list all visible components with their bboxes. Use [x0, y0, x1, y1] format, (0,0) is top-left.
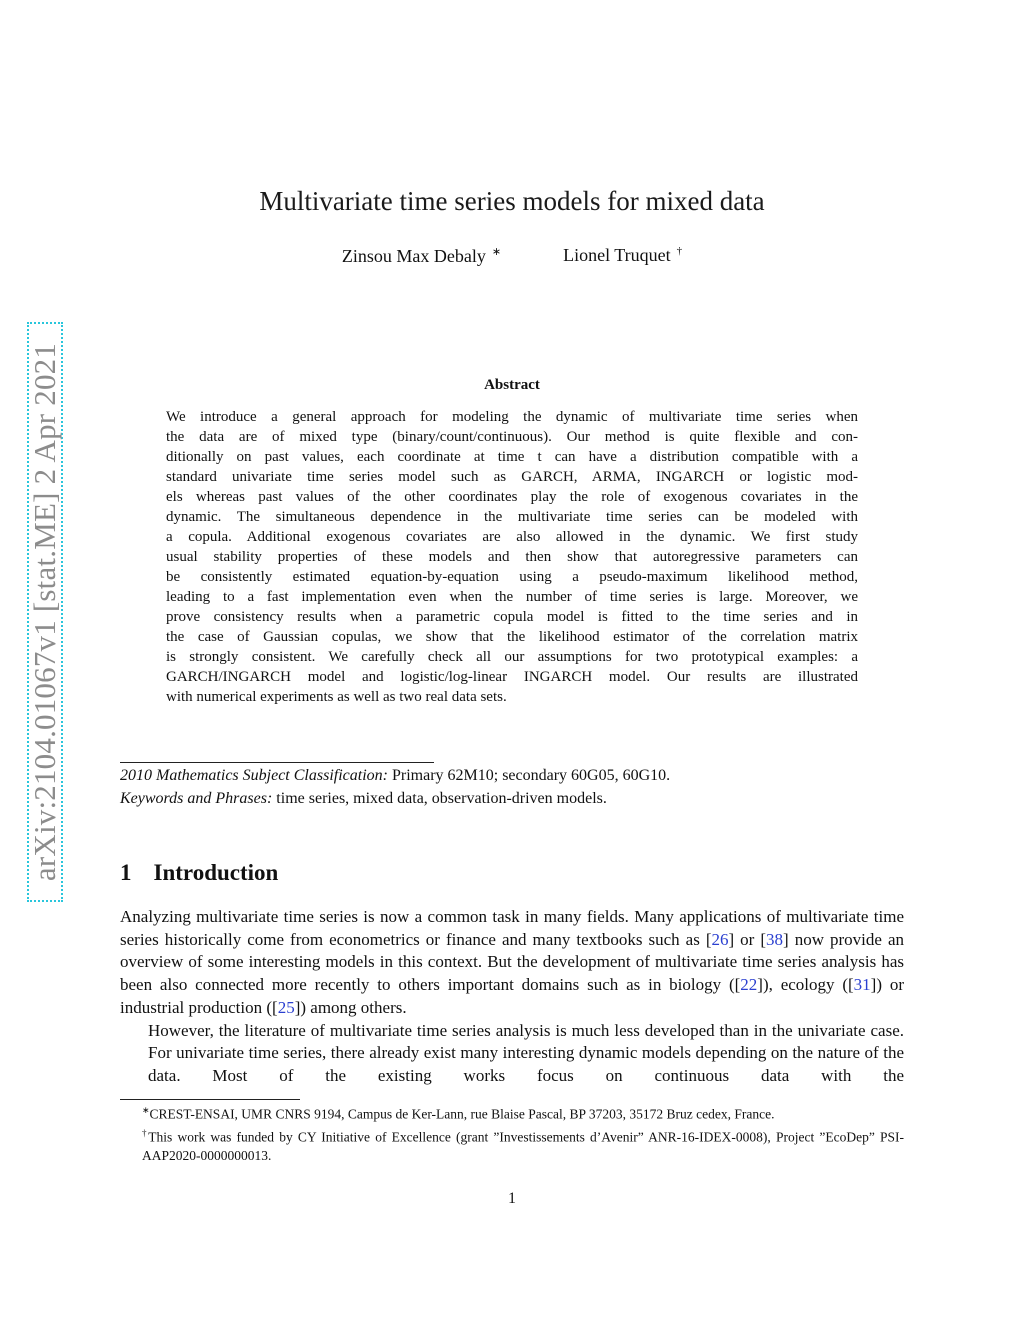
paper-title: Multivariate time series models for mixed data [259, 186, 765, 216]
abstract-line: standard univariate time series model such as GARCH, ARMA, INGARCH or logistic mod- [166, 469, 858, 485]
classification-block [120, 764, 910, 810]
footnote-1: ∗CREST-ENSAI, UMR CNRS 9194, Campus de Ker-Lann, rue Blaise Pascal, BP 37203, 35172 Bruz cedex, France. [142, 1105, 775, 1122]
msc-value: Primary 62M10; secondary 60G05, 60G10. [387, 767, 671, 784]
abstract-line: prove consistency results when a parametric copula model is fitted to the time series and in [166, 609, 858, 625]
abstract-line: be consistently estimated equation-by-equation using a pseudo-maximum likelihood method, [166, 569, 858, 585]
abstract-line: els whereas past values of the other coordinates play the role of exogenous covariates in the [166, 489, 858, 505]
abstract-line: ditionally on past values, each coordinate at time t can have a distribution compatible with a [166, 449, 858, 465]
abstract-line: GARCH/INGARCH model and logistic/log-linear INGARCH model. Our results are illustrated [166, 669, 858, 685]
citation-link-26[interactable]: 26 [711, 929, 729, 949]
keywords-line [120, 787, 910, 810]
paragraph-2: However, the literature of multivariate time series analysis is much less developed than in the univariate case. For univariate time series, there already exist many interesting dynamic models depending on the nature of the data. Most of the existing works focus on continuous data with the [148, 1020, 904, 1085]
abstract-line: with numerical experiments as well as two real data sets. [166, 689, 507, 705]
abstract-heading: Abstract [484, 377, 540, 393]
msc-line [120, 764, 910, 787]
paragraph-1: Analyzing multivariate time series is now a common task in many fields. Many applications of multivariate time series historically come from econometrics or finance and many textbooks such as [26] or [38] now provide an overview of some interesting models in this context. But the development of multivariate time series analysis has been also connected more recently to others important domains such as in biology ([22]), ecology ([31]) or industrial production ([25]) among others. [120, 907, 905, 1017]
author-list [0, 245, 1024, 267]
citation-link-31[interactable]: 31 [853, 975, 871, 995]
arxiv-identifier-stamp: arXiv:2104.01067v1 [stat.ME] 2 Apr 2021 [27, 322, 63, 902]
abstract-line: a copula. Additional exogenous covariates are also allowed in the dynamic. We first study [166, 529, 858, 545]
author-1: Zinsou Max Debaly ∗ [341, 246, 502, 266]
introduction-body [120, 906, 904, 1088]
classification-rule [120, 762, 434, 763]
keywords-label: Keywords and Phrases: [120, 790, 273, 807]
footnote-rule [120, 1099, 300, 1100]
abstract-line: We introduce a general approach for modeling the dynamic of multivariate time series when [166, 409, 858, 425]
page-number: 1 [508, 1190, 516, 1207]
abstract-line: usual stability properties of these models and then show that autoregressive parameters can [166, 549, 858, 565]
abstract-line: the case of Gaussian copulas, we show that the likelihood estimator of the correlation matrix [166, 629, 858, 645]
abstract-line: the data are of mixed type (binary/count/continuous). Our method is quite flexible and con- [166, 429, 858, 445]
footnotes [120, 1101, 904, 1165]
footnote-2: †This work was funded by CY Initiative of Excellence (grant ”Investissements d’Avenir” ANR-16-IDEX-0008), Project ”EcoDep” PSI-AAP2020-0000000013. [142, 1127, 905, 1163]
author-1-footnote-mark: ∗ [491, 246, 502, 258]
abstract-line: is strongly consistent. We carefully check all our assumptions for two prototypical examples: a [166, 649, 858, 665]
section-number: 1 [120, 860, 132, 885]
citation-link-38[interactable]: 38 [766, 929, 784, 949]
section-title: Introduction [153, 860, 279, 885]
keywords-value: time series, mixed data, observation-driven models. [272, 790, 607, 807]
citation-link-22[interactable]: 22 [740, 975, 758, 995]
footnote-2-mark: † [142, 1127, 149, 1138]
abstract-line: leading to a fast implementation even when the number of time series is large. Moreover, we [166, 589, 858, 605]
author-2: Lionel Truquet † [563, 245, 683, 265]
author-2-footnote-mark: † [676, 245, 683, 257]
section-heading-introduction [120, 860, 278, 886]
msc-label: 2010 Mathematics Subject Classification: [120, 767, 388, 784]
footnote-1-mark: ∗ [142, 1105, 150, 1115]
citation-link-25[interactable]: 25 [277, 997, 295, 1017]
abstract-body [166, 407, 858, 707]
abstract-line: dynamic. The simultaneous dependence in the multivariate time series can be modeled with [166, 509, 858, 525]
